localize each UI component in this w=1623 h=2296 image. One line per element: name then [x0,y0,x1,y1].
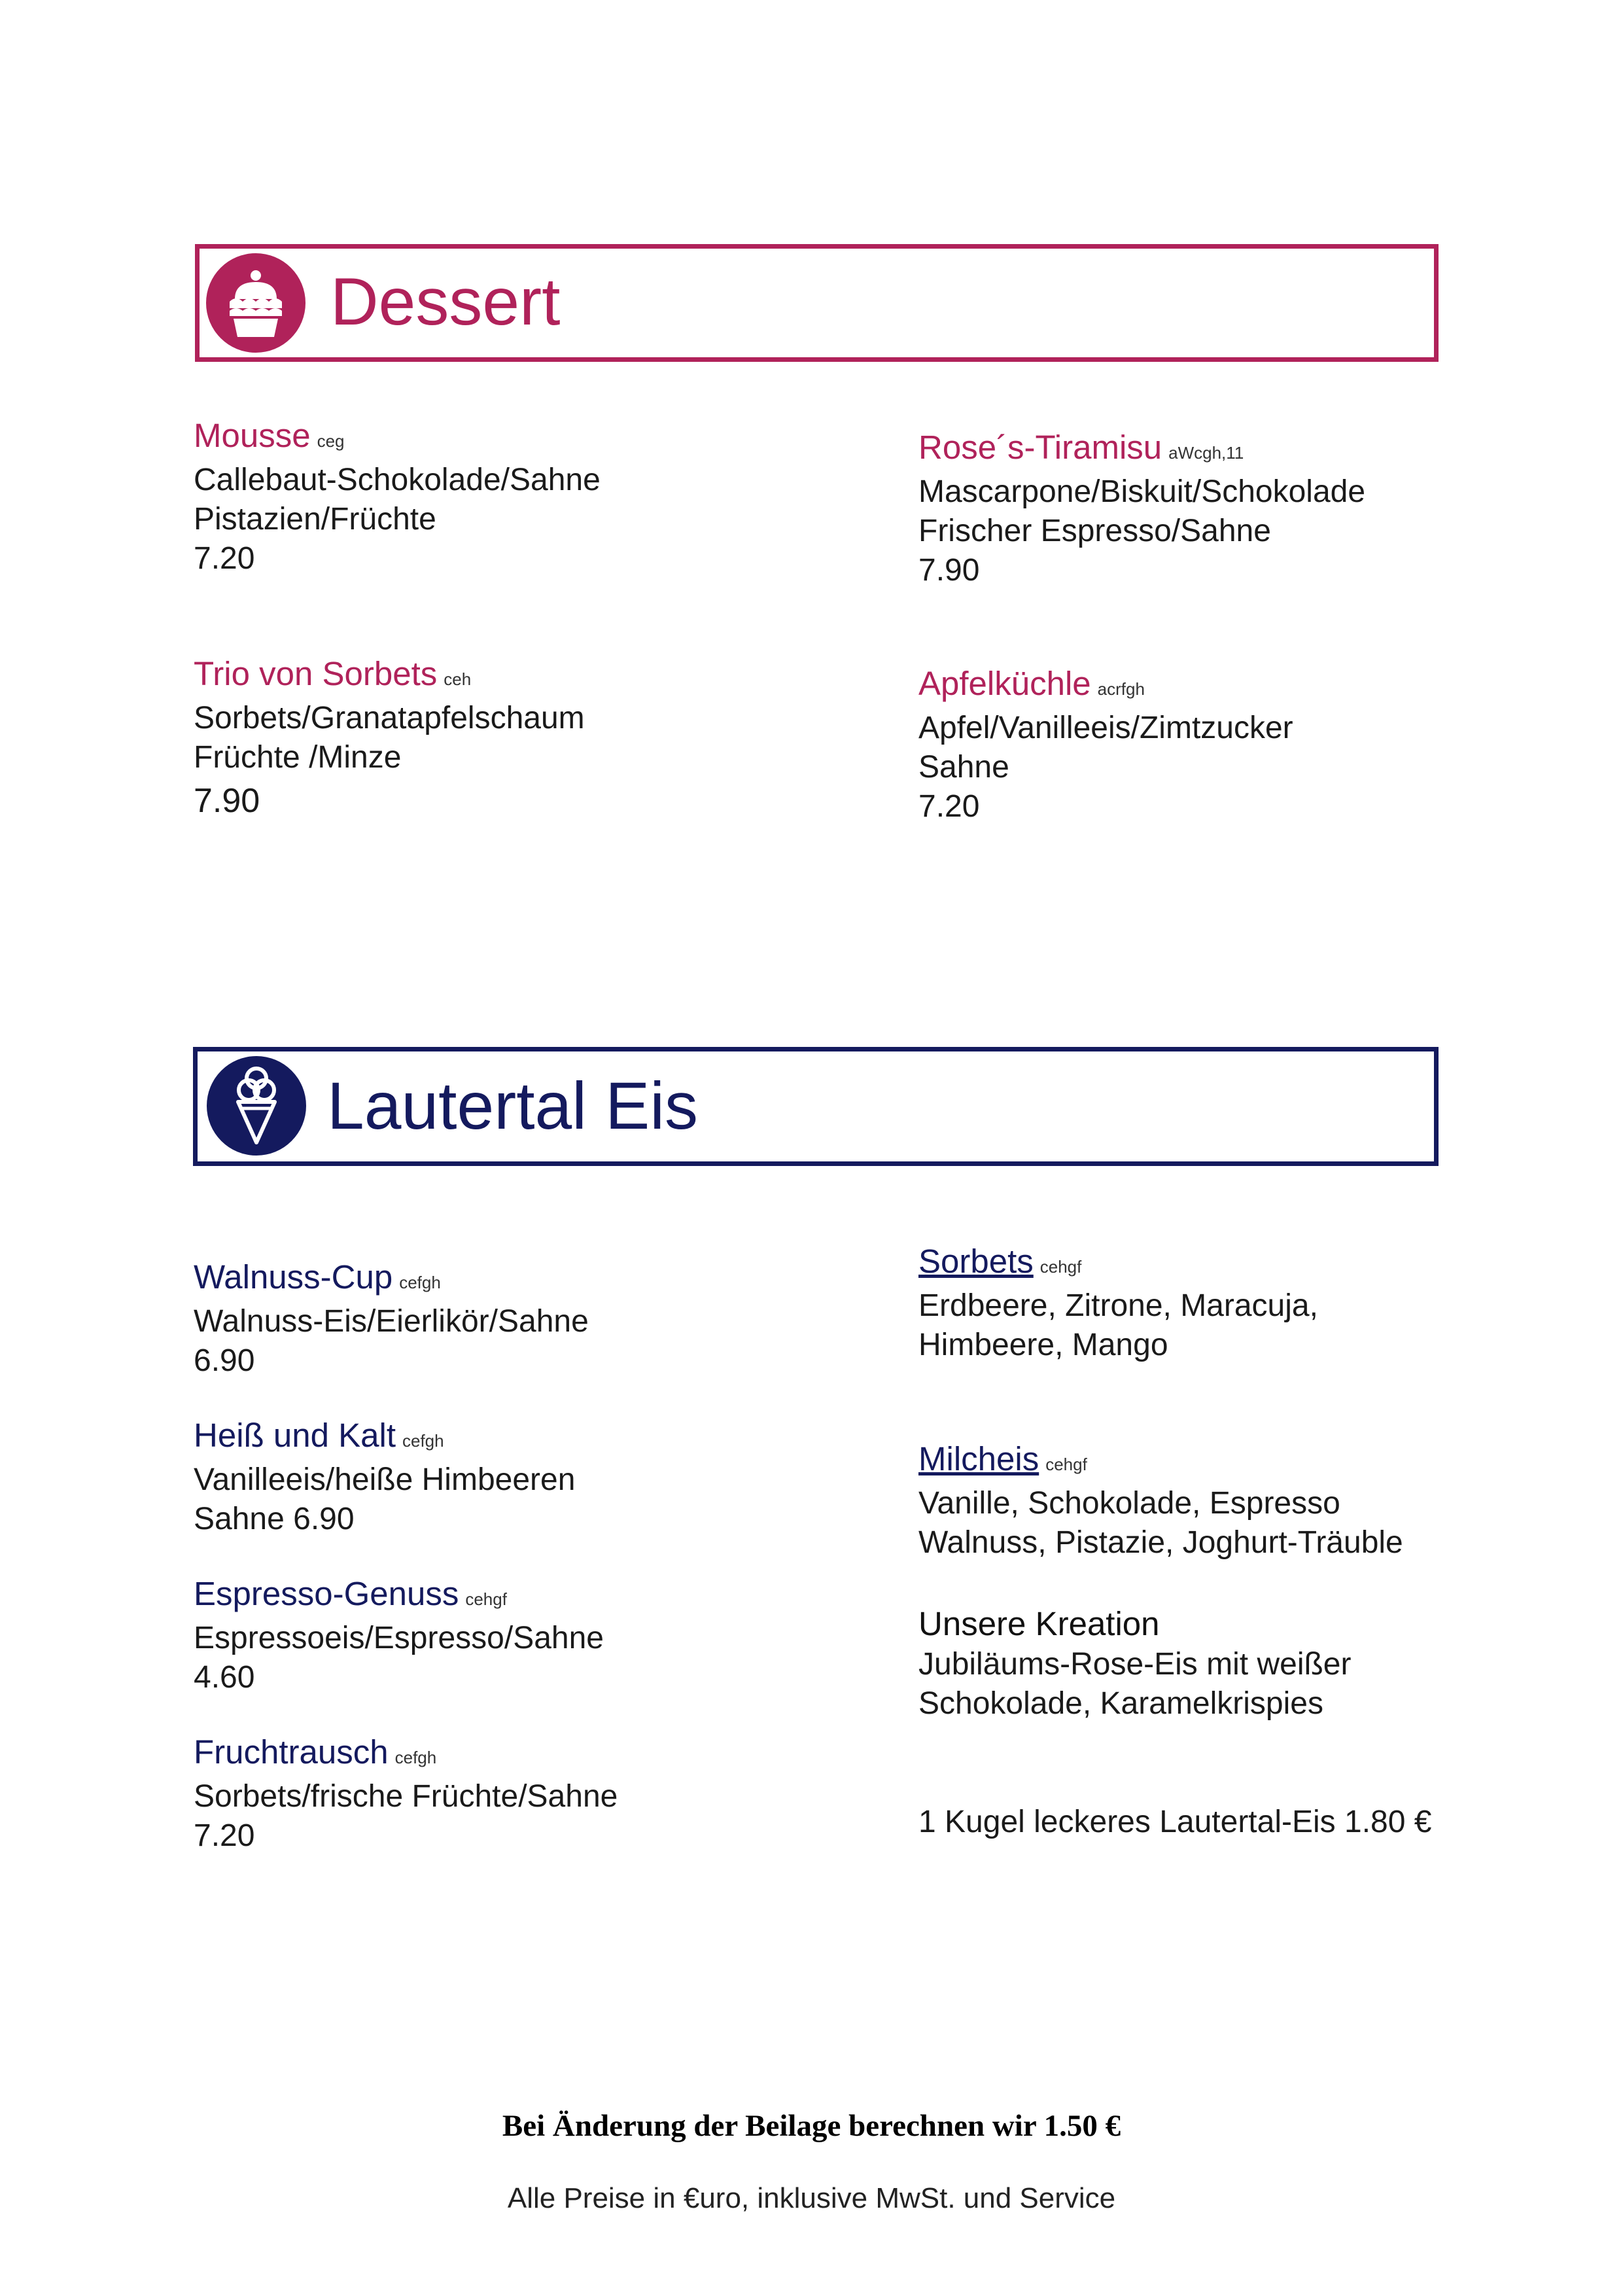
menu-item-fruchtrausch [194,1733,618,1856]
item-name: Sorbets [918,1243,1034,1280]
item-description: Mascarpone/Biskuit/Schokolade [918,474,1366,509]
item-description: Pistazien/Früchte [194,502,436,537]
item-description: Espressoeis/Espresso/Sahne [194,1621,604,1655]
item-description: Himbeere, Mango [918,1328,1168,1362]
item-description: Schokolade, Karamelkrispies [918,1686,1323,1721]
dessert-section-header [195,244,1439,362]
allergen-codes: ceh [444,669,472,689]
item-price: 7.90 [194,782,260,820]
item-description: Sorbets/frische Früchte/Sahne [194,1779,618,1814]
allergen-codes: acrfgh [1097,679,1145,699]
item-price: 7.20 [194,541,255,576]
menu-item-apfelkuechle [918,664,1293,826]
item-description: Vanilleeis/heiße Himbeeren [194,1462,576,1497]
item-name: Unsere Kreation [918,1605,1160,1642]
item-description: Callebaut-Schokolade/Sahne [194,463,601,497]
item-name: Heiß und Kalt [194,1417,396,1454]
allergen-codes: cefgh [399,1273,441,1292]
item-name: Espresso-Genuss [194,1575,459,1612]
allergen-codes: cehgf [1039,1257,1082,1277]
surcharge-note: Bei Änderung der Beilage berechnen wir 1.50 € [502,2109,1121,2143]
allergen-codes: cehgf [1045,1455,1087,1474]
menu-item-heiss-kalt [194,1416,575,1539]
allergen-codes: cefgh [402,1431,444,1451]
eis-section-header [193,1047,1439,1166]
single-scoop-price: 1 Kugel leckeres Lautertal-Eis 1.80 € [918,1805,1432,1839]
menu-item-mousse [194,416,601,578]
item-description: Vanille, Schokolade, Espresso [918,1486,1340,1521]
menu-item-espresso-genuss [194,1574,604,1697]
item-description: Erdbeere, Zitrone, Maracuja, [918,1288,1318,1323]
ice-cream-cone-icon [207,1056,306,1156]
item-name: Rose´s-Tiramisu [918,429,1162,466]
item-description: Frischer Espresso/Sahne [918,514,1271,548]
price-note: Alle Preise in €uro, inklusive MwSt. und Service [507,2182,1116,2214]
item-description: Sahne [918,750,1009,785]
item-name: Fruchtrausch [194,1733,389,1771]
item-price: 7.20 [918,789,980,824]
item-price: 7.90 [918,553,980,588]
allergen-codes: aWcgh,11 [1168,443,1244,463]
menu-item-unsere-kreation [918,1604,1351,1723]
item-name: Apfelküchle [918,665,1091,702]
dessert-title: Dessert [330,264,561,339]
menu-item-tiramisu [918,428,1365,590]
item-description: Apfel/Vanilleeis/Zimtzucker [918,711,1293,745]
cupcake-icon [206,253,305,353]
menu-item-trio-sorbets [194,654,585,821]
item-price: 7.20 [194,1818,255,1853]
menu-item-sorbets [918,1242,1318,1365]
item-description: Walnuss, Pistazie, Joghurt-Träuble [918,1525,1403,1560]
eis-title: Lautertal Eis [327,1069,698,1143]
allergen-codes: ceg [317,431,345,451]
item-price: 4.60 [194,1660,255,1695]
item-description: Jubiläums-Rose-Eis mit weißer [918,1647,1352,1682]
menu-item-milcheis [918,1439,1403,1563]
item-description: Früchte /Minze [194,740,402,775]
item-price: Sahne 6.90 [194,1502,355,1536]
item-name: Trio von Sorbets [194,655,438,692]
item-name: Walnuss-Cup [194,1258,393,1296]
item-description: Sorbets/Granatapfelschaum [194,701,585,735]
allergen-codes: cefgh [394,1748,437,1767]
item-price: 6.90 [194,1343,255,1378]
item-name: Mousse [194,417,311,454]
item-description: Walnuss-Eis/Eierlikör/Sahne [194,1304,589,1339]
allergen-codes: cehgf [465,1589,507,1609]
menu-item-walnuss-cup [194,1258,589,1381]
item-name: Milcheis [918,1440,1039,1477]
